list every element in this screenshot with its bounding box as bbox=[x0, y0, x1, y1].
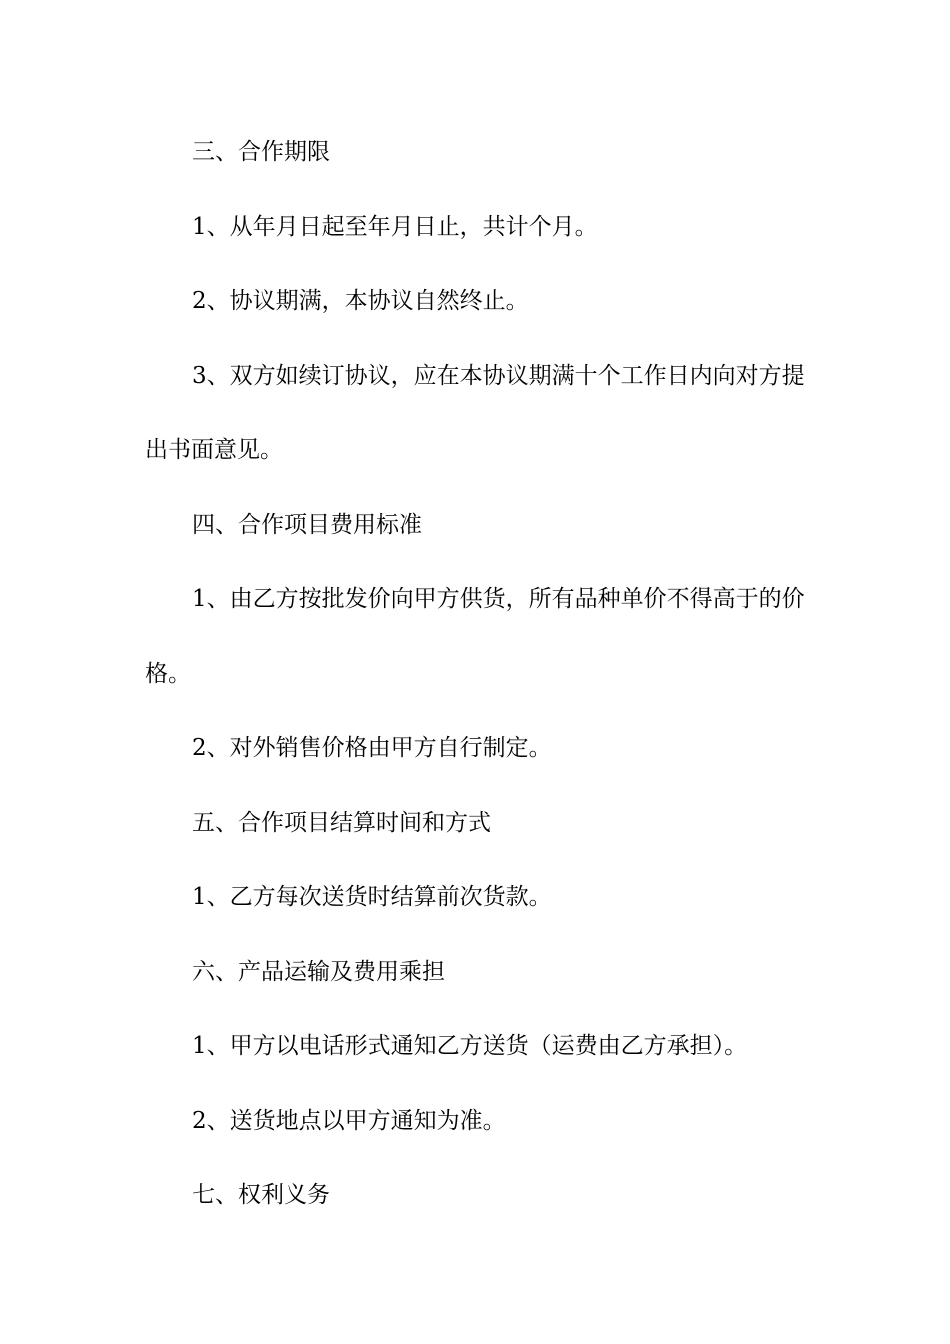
section-heading-transport: 六、产品运输及费用乘担 bbox=[192, 958, 445, 985]
paragraph-term-3: 3、双方如续订协议，应在本协议期满十个工作日内向对方提出书面意见。 bbox=[145, 362, 805, 463]
paragraph-fees-2: 2、对外销售价格由甲方自行制定。 bbox=[192, 735, 552, 761]
section-heading-fees: 四、合作项目费用标准 bbox=[192, 511, 422, 538]
paragraph-fees-1: 1、由乙方按批发价向甲方供货，所有品种单价不得高于的价格。 bbox=[145, 586, 805, 687]
paragraph-term-2: 2、协议期满，本协议自然终止。 bbox=[192, 288, 529, 314]
paragraph-settlement-1: 1、乙方每次送货时结算前次货款。 bbox=[192, 884, 552, 910]
paragraph-transport-2: 2、送货地点以甲方通知为准。 bbox=[192, 1107, 506, 1134]
paragraph-term-1: 1、从年月日起至年月日止，共计个月。 bbox=[192, 213, 598, 240]
section-heading-term: 三、合作期限 bbox=[192, 139, 330, 165]
document-body bbox=[145, 115, 810, 1233]
section-heading-settlement: 五、合作项目结算时间和方式 bbox=[192, 809, 491, 836]
section-heading-rights: 七、权利义务 bbox=[192, 1182, 330, 1208]
paragraph-transport-1: 1、甲方以电话形式通知乙方送货（运费由乙方承担）。 bbox=[192, 1033, 748, 1059]
